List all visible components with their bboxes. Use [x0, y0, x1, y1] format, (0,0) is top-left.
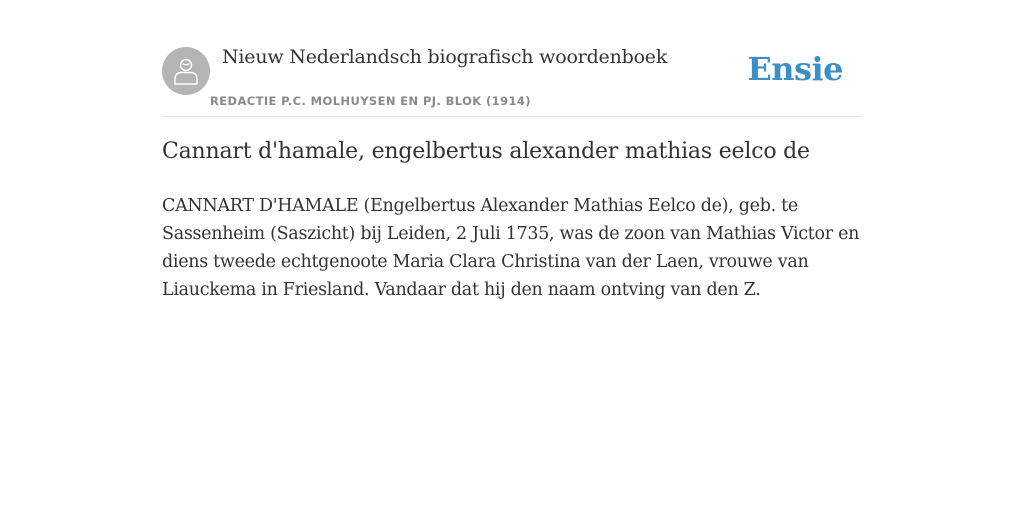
- entry-body: CANNART D'HAMALE (Engelbertus Alexander Mathias Eelco de), geb. te Sassenheim (Saszicht) bij Leiden, 2 Juli 1735, was de zoon van Mathias Victor en diens tweede echtgenoote Maria Clara Christina van der Laen, vrouwe van Liauckema in Friesland. Vandaar dat hij den naam ontving van den Z.: [162, 196, 860, 300]
- source-title[interactable]: Nieuw Nederlandsch biografisch woordenboek: [222, 46, 668, 68]
- ensie-logo[interactable]: Ensie: [747, 50, 843, 88]
- person-outline-icon: [173, 57, 199, 85]
- user-avatar-icon[interactable]: [162, 47, 210, 95]
- source-editors: REDACTIE P.C. MOLHUYSEN EN PJ. BLOK (1914): [210, 94, 531, 108]
- source-header: [162, 40, 862, 117]
- entry-title: Cannart d'hamale, engelbertus alexander mathias eelco de: [162, 139, 810, 164]
